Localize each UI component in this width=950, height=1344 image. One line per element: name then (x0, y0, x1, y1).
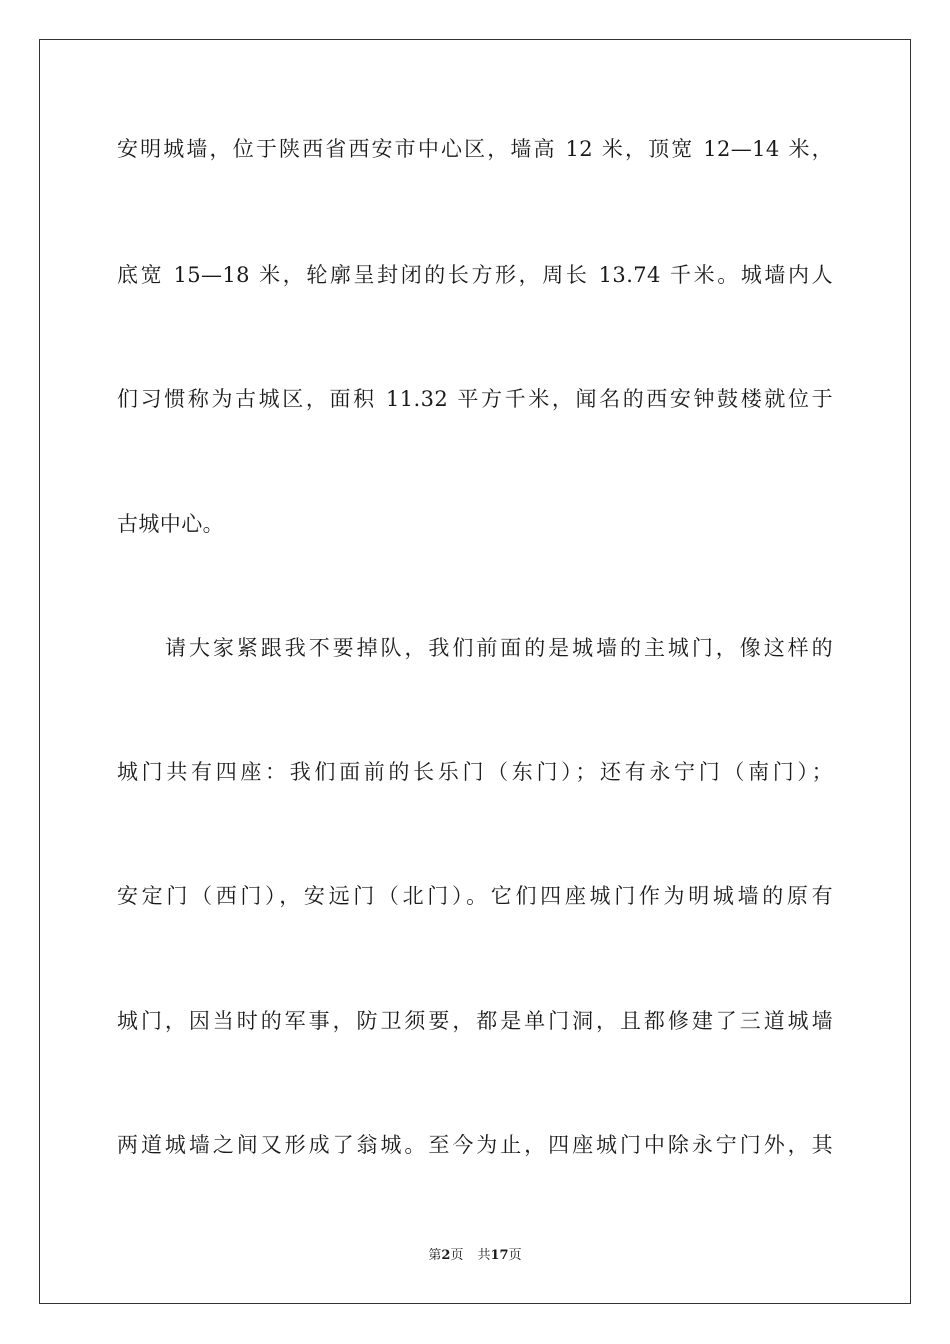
page-number: 2 (441, 1248, 451, 1263)
total-prefix: 共 (477, 1248, 491, 1263)
text-line-9: 两道城墙之间又形成了翁城。至今为止，四座城门中除永宁门外，其 (117, 1133, 833, 1157)
page-prefix: 第 (428, 1248, 442, 1263)
text-line-5: 请大家紧跟我不要掉队，我们前面的是城墙的主城门，像这样的 (165, 636, 833, 660)
text-line-8: 城门，因当时的军事，防卫须要，都是单门洞，且都修建了三道城墙 (117, 1009, 833, 1033)
text-line-2: 底宽 15—18 米，轮廓呈封闭的长方形，周长 13.74 千米。城墙内人 (117, 263, 833, 287)
page-footer (0, 1247, 950, 1265)
total-pages: 17 (490, 1248, 509, 1263)
text-line-4: 古城中心。 (117, 512, 224, 536)
total-suffix: 页 (508, 1248, 522, 1263)
text-line-6: 城门共有四座：我们面前的长乐门（东门）；还有永宁门（南门）； (117, 760, 833, 784)
text-line-1: 安明城墙，位于陕西省西安市中心区，墙高 12 米，顶宽 12—14 米， (117, 137, 833, 161)
page-suffix: 页 (450, 1248, 464, 1263)
text-line-3: 们习惯称为古城区，面积 11.32 平方千米，闻名的西安钟鼓楼就位于 (117, 387, 833, 411)
text-line-7: 安定门（西门），安远门（北门）。它们四座城门作为明城墙的原有 (117, 884, 833, 908)
page-frame (39, 39, 911, 1304)
